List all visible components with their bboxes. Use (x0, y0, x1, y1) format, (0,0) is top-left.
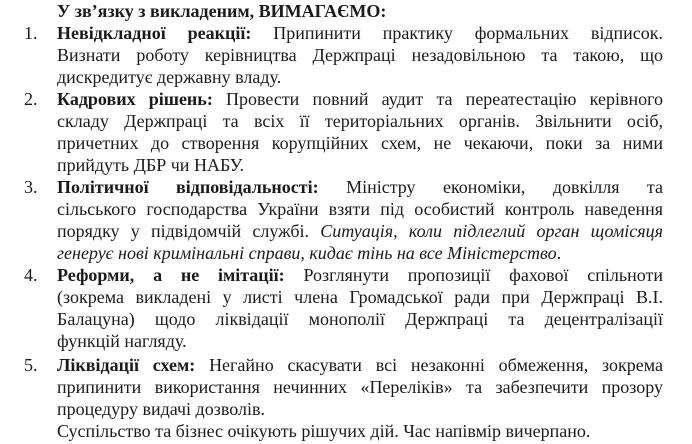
item-text: порядку у підвідомчій службі. (57, 221, 321, 241)
item-text-line (57, 308, 663, 330)
item-text-line (57, 354, 663, 376)
item-text-line (57, 44, 663, 66)
item-number: 2. (24, 89, 38, 109)
item-text: процедуру видачі дозволів. (57, 399, 265, 419)
item-text-line (57, 66, 663, 88)
item-text-line (57, 376, 663, 398)
item-number: 4. (24, 265, 38, 285)
item-text: . (556, 243, 562, 263)
item-text-line (57, 22, 663, 44)
item-text-line (57, 88, 663, 110)
item-number: 1. (24, 23, 38, 43)
emphasis-text: генерує нові кримінальні справи, кидає тінь на все Міністерство (57, 243, 557, 263)
item-text: прийдуть ДБР чи НАБУ. (57, 155, 244, 175)
item-text: функцій нагляду. (57, 331, 187, 351)
item-text: Міністру економіки, довкілля та (346, 177, 663, 197)
item-text: припинити використання нечинних «Переліків» та забезпечити прозору (57, 377, 663, 397)
item-text: Балацуна) щодо ліквідації монополії Держпраці та децентралізації (57, 309, 663, 329)
item-text: Провести повний аудит та переатестацію керівного (226, 89, 664, 109)
item-title: Ліквідації схем: (57, 355, 210, 375)
item-title: Кадрових рішень: (57, 89, 226, 109)
document-heading: У зв’язку з викладеним, ВИМАГАЄМО: (57, 1, 387, 21)
item-title: Політичної відповідальності: (57, 177, 347, 197)
item-text: складу Держпраці та всіх її територіальних органів. Звільнити осіб, (57, 111, 663, 131)
item-text-line (57, 330, 663, 352)
item-text-line (57, 264, 663, 286)
item-text-line (57, 220, 663, 242)
item-text-line (57, 286, 663, 308)
emphasis-text: Ситуація, коли підлеглий орган щомісяця (320, 221, 663, 241)
item-text: Визнати роботу керівництва Держпраці незадовільною та такою, що (57, 45, 663, 65)
item-number: 5. (24, 355, 38, 375)
item-text: Негайно скасувати всі незаконні обмеження, зокрема (209, 355, 663, 375)
item-title: Реформи, а не імітації: (57, 265, 304, 285)
item-text-line (57, 398, 663, 420)
item-number: 3. (24, 177, 38, 197)
item-text: Припинити практику формальних відписок. (273, 23, 663, 43)
item-text-line (57, 198, 663, 220)
item-text-line (57, 110, 663, 132)
item-text-line (57, 176, 663, 198)
item-text: (зокрема викладені у листі члена Громадської ради при Держпраці В.І. (57, 287, 663, 307)
item-text: сільського господарства України взяти під особистий контроль наведення (57, 199, 663, 219)
item-title: Невідкладної реакції: (57, 23, 274, 43)
item-text-line (57, 242, 663, 264)
item-text: дискредитує державну владу. (57, 67, 282, 87)
item-text-line (57, 132, 663, 154)
closing-statement: Суспільство та бізнес очікують рішучих дій. Час напівмір вичерпано. (57, 421, 591, 441)
item-text: Розглянути пропозиції фахової спільноти (303, 265, 664, 285)
item-text-line (57, 154, 663, 176)
item-text: причетних до створення корупційних схем, не чекаючи, поки за ними (57, 133, 663, 153)
